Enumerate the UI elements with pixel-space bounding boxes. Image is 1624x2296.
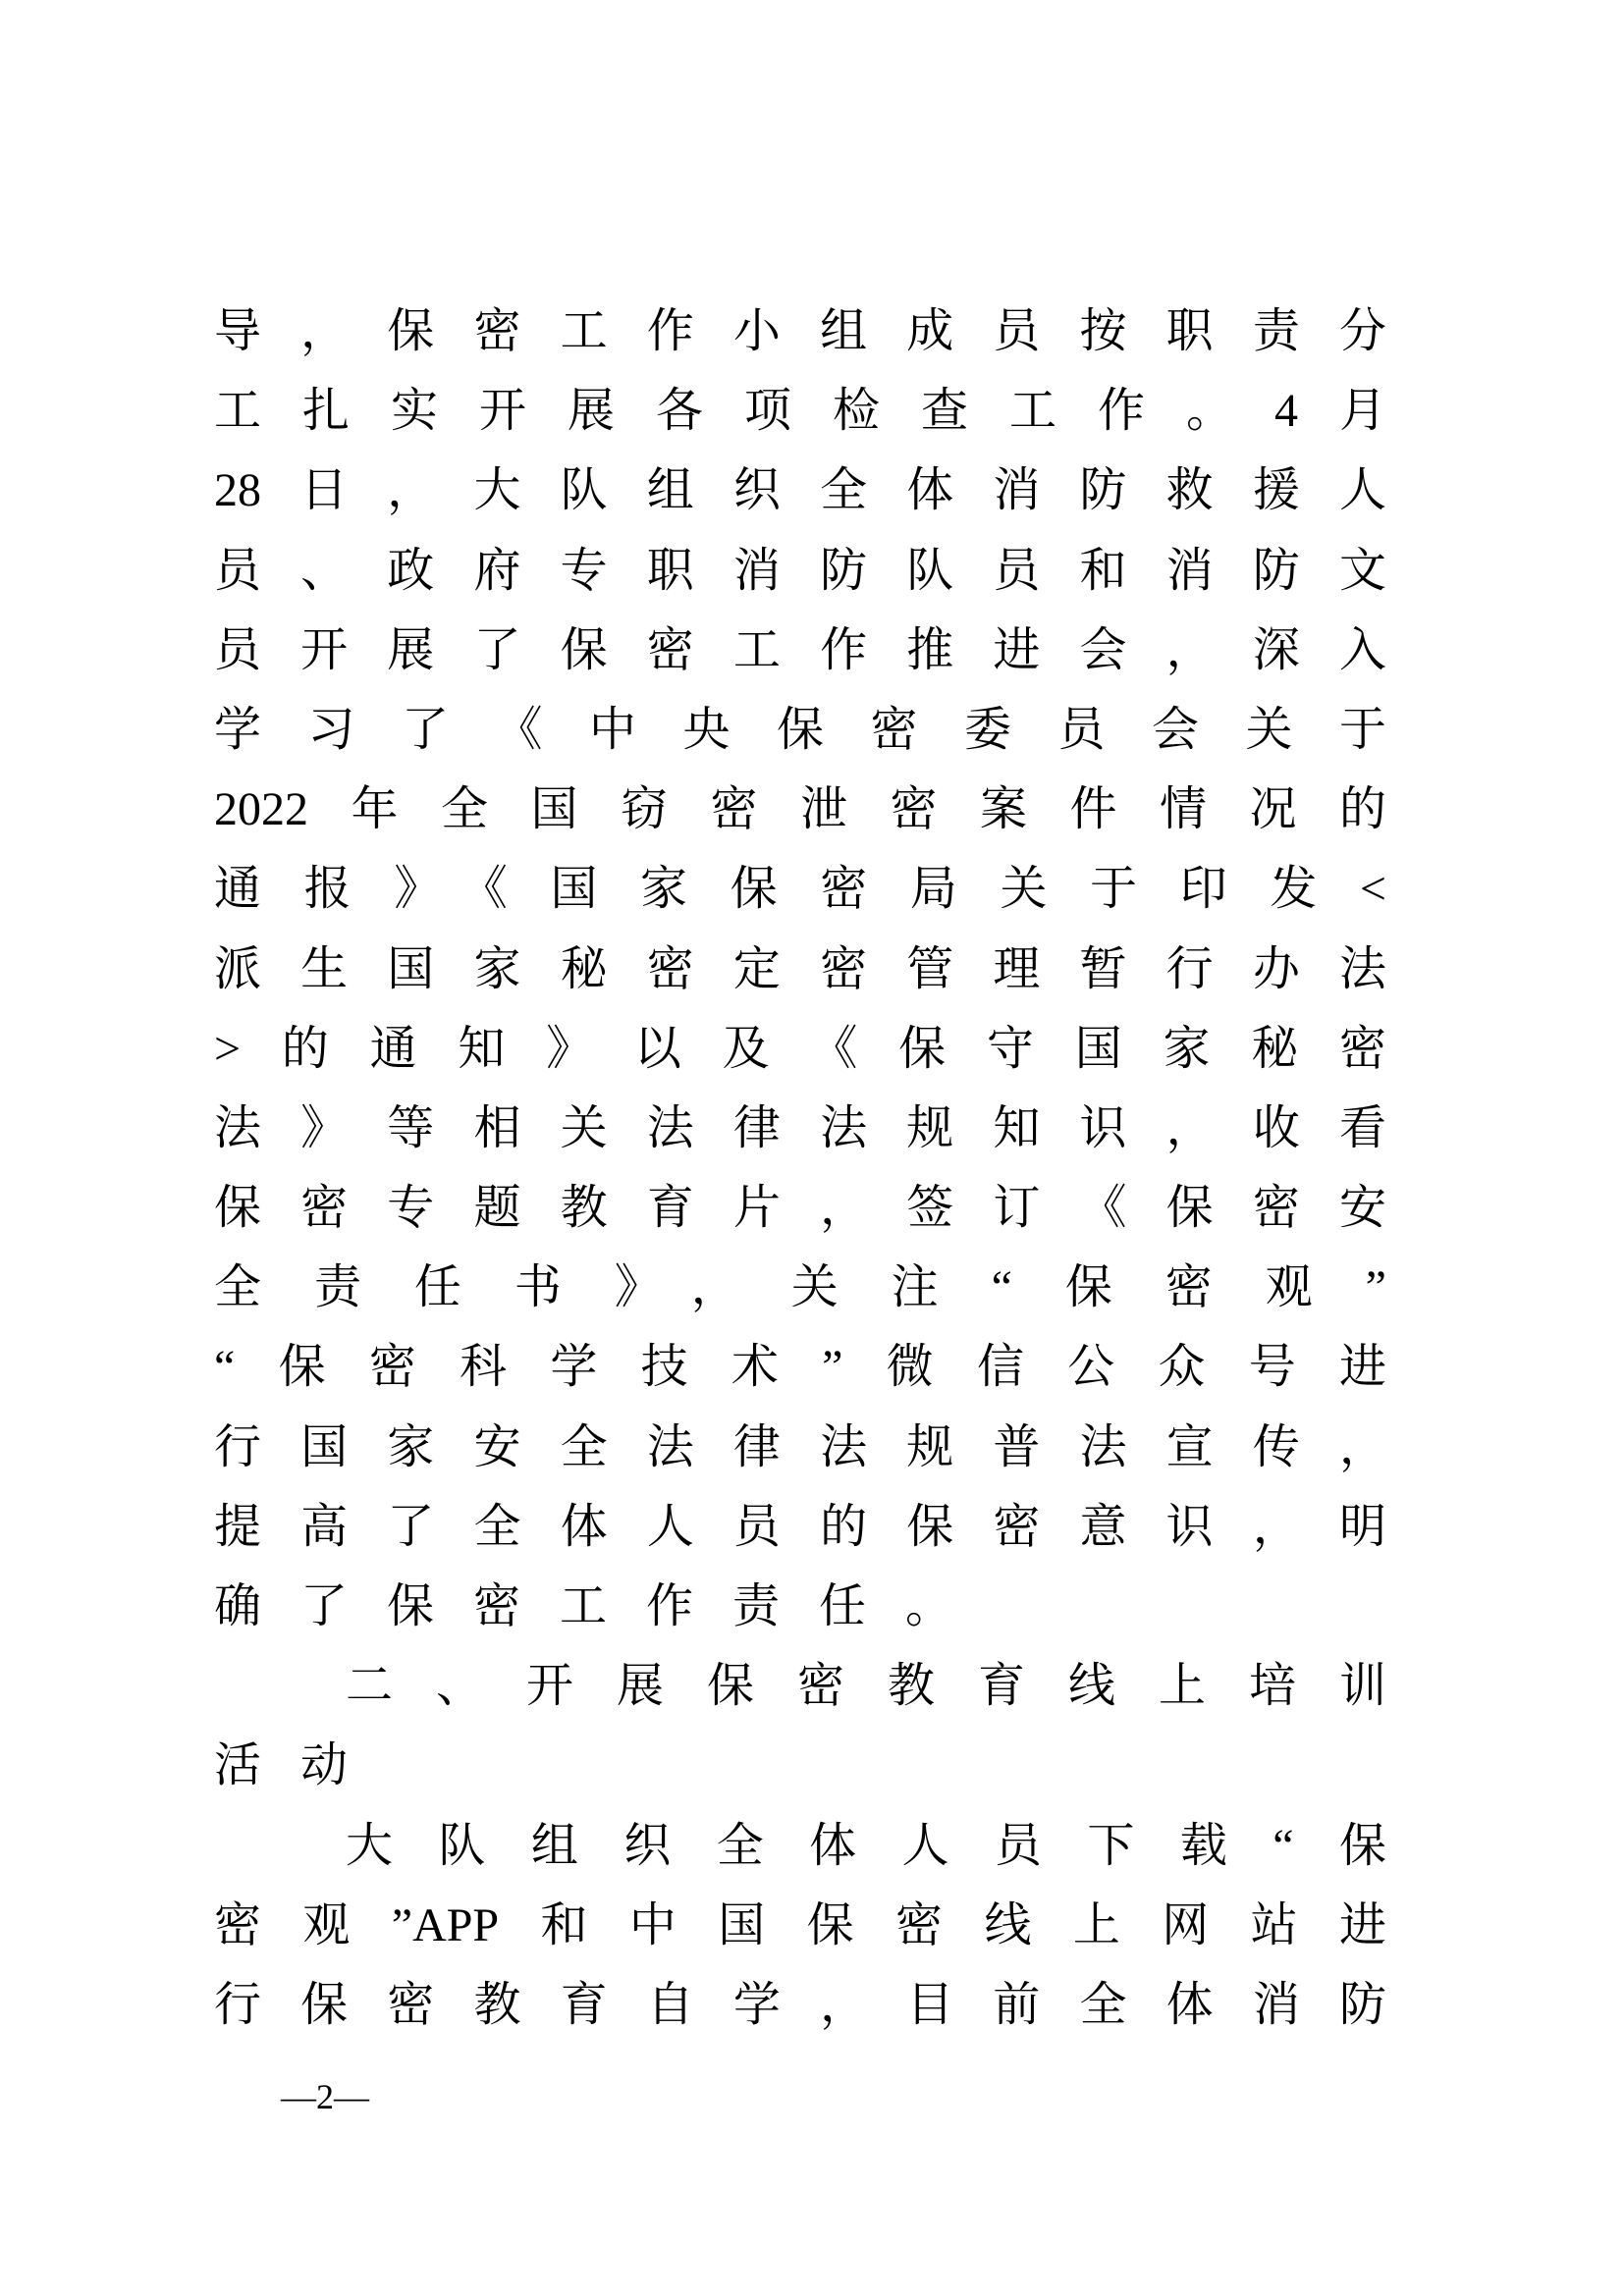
text-line: 派生国家秘密定密管理暂行办法 [214, 942, 1386, 995]
text-line: 确了保密工作责任。 [214, 1580, 993, 1632]
text-line: 导，保密工作小组成员按职责分 [214, 305, 1386, 357]
text-line: 员、政府专职消防队员和消防文 [214, 544, 1386, 597]
text-line: 密观”APP和中国保密线上网站进 [214, 1898, 1386, 1951]
section-heading-cont: 活动 [214, 1739, 388, 1792]
section-heading: 二、开展保密教育线上培训 [346, 1660, 1386, 1713]
text-line: 通报》《国家保密局关于印发< [214, 863, 1386, 916]
page-number: —2— [281, 2077, 369, 2116]
text-line: 大队组织全体人员下载“保 [346, 1819, 1386, 1872]
text-line: >的通知》以及《保守国家秘密 [214, 1022, 1386, 1075]
text-line: “保密科学技术”微信公众号进 [214, 1341, 1386, 1394]
text-line: 法》等相关法律法规知识，收看 [214, 1101, 1386, 1154]
text-line: 28日，大队组织全体消防救援人 [214, 464, 1386, 517]
text-line: 员开展了保密工作推进会，深入 [214, 623, 1386, 676]
text-line: 行国家安全法律法规普法宣传， [214, 1420, 1386, 1473]
text-line: 工扎实开展各项检查工作。4月 [214, 385, 1386, 438]
text-line: 全责任书》，关注“保密观” [214, 1261, 1386, 1314]
document-body [214, 292, 1386, 2045]
text-line: 提高了全体人员的保密意识，明 [214, 1500, 1386, 1553]
text-line: 2022年全国窃密泄密案件情况的 [214, 783, 1386, 836]
text-line: 行保密教育自学，目前全体消防 [214, 1978, 1386, 2031]
text-line: 保密专题教育片，签订《保密安 [214, 1182, 1386, 1235]
text-line: 学习了《中央保密委员会关于 [214, 703, 1386, 756]
